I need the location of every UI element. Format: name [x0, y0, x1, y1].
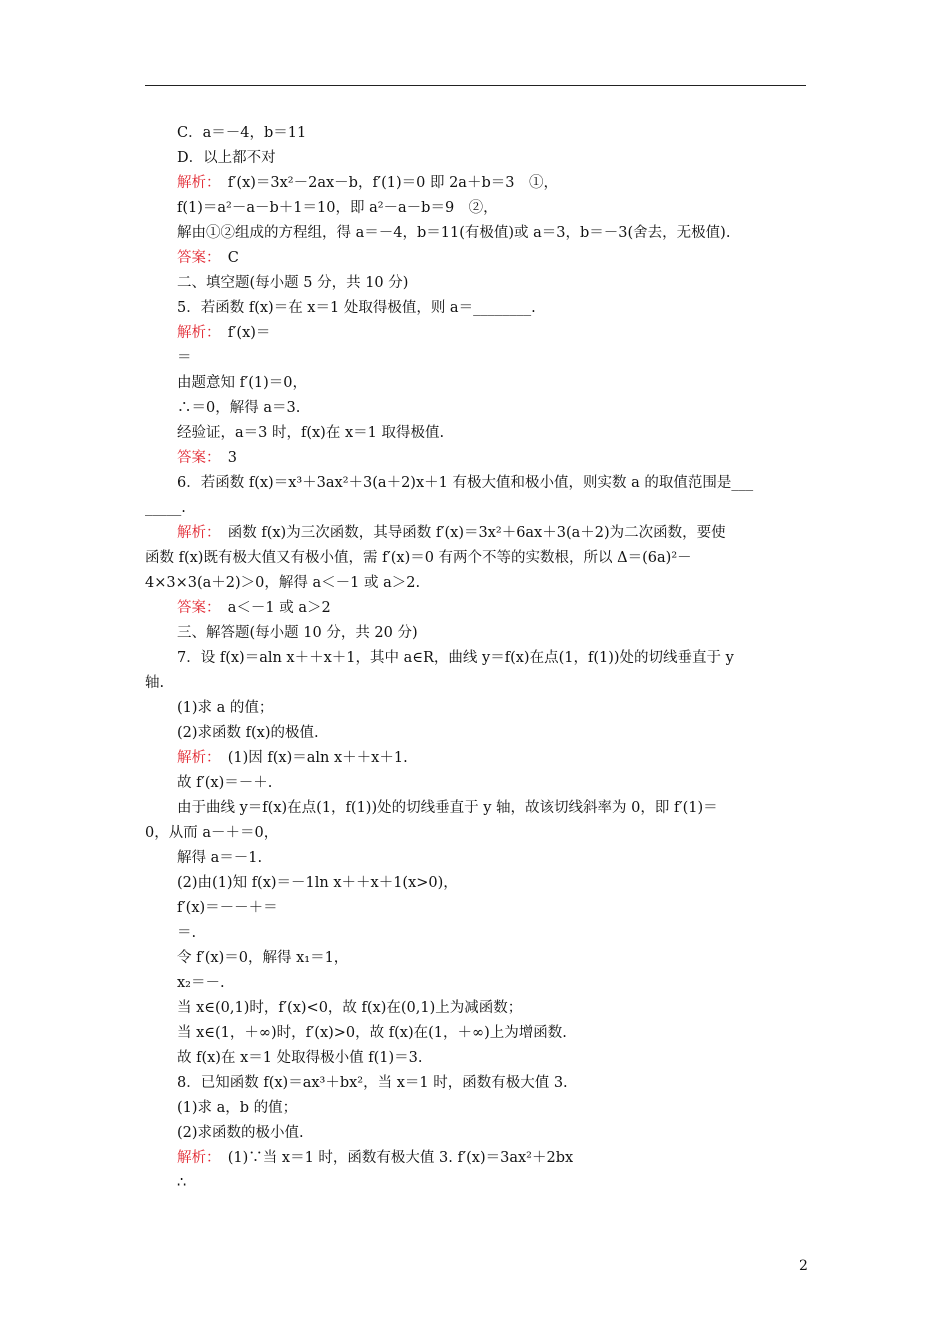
text-line: [177, 1048, 422, 1068]
line-text: 三、解答题(每小题 10 分，共 20 分): [177, 625, 418, 641]
text-line: [177, 448, 237, 468]
text-line: [177, 623, 418, 643]
line-text: 5．若函数 f(x)＝在 x＝1 处取得极值，则 a＝________.: [177, 300, 536, 316]
page-number: 2: [799, 1258, 808, 1274]
text-line: [177, 1098, 297, 1118]
text-line: [177, 248, 239, 268]
text-line: [145, 823, 278, 843]
text-line: [177, 123, 306, 143]
text-line: [177, 998, 522, 1018]
line-text: D．以上都不对: [177, 150, 276, 166]
line-text: _____.: [145, 500, 186, 516]
line-text: 3: [213, 450, 237, 466]
text-line: [177, 323, 270, 343]
label-red: 答案：: [177, 450, 214, 466]
label-red: 答案：: [177, 600, 214, 616]
text-line: [177, 173, 558, 193]
line-text: (1)因 f(x)＝aln x＋＋x＋1.: [213, 750, 408, 766]
text-line: [177, 873, 458, 893]
text-line: [145, 573, 420, 593]
line-text: (1)求 a 的值；: [177, 700, 274, 716]
text-line: [177, 348, 192, 368]
line-text: 4×3×3(a＋2)＞0，解得 a＜－1 或 a＞2.: [145, 575, 421, 591]
text-line: [177, 398, 300, 418]
label-red: 解析：: [177, 750, 214, 766]
header-rule: [145, 85, 806, 86]
line-text: 故 f(x)在 x＝1 处取得极小值 f(1)＝3.: [177, 1050, 423, 1066]
label-red: 答案：: [177, 250, 214, 266]
text-line: [177, 198, 498, 218]
line-text: C: [213, 250, 239, 266]
line-text: 故 f′(x)＝－＋.: [177, 775, 273, 791]
label-red: 解析：: [177, 525, 214, 541]
line-text: 经验证，a＝3 时，f(x)在 x＝1 取得极值.: [177, 425, 445, 441]
line-text: 令 f′(x)＝0，解得 x₁＝1，: [177, 950, 349, 966]
line-text: a＜－1 或 a＞2: [213, 600, 331, 616]
line-text: 当 x∈(0,1)时，f′(x)<0，故 f(x)在(0,1)上为减函数；: [177, 1000, 523, 1016]
text-line: [145, 673, 164, 693]
text-line: [177, 698, 273, 718]
text-line: [177, 773, 272, 793]
line-text: ＝.: [177, 925, 197, 941]
line-text: f′(x)＝: [213, 325, 271, 341]
text-line: [177, 798, 718, 818]
line-text: 二、填空题(每小题 5 分，共 10 分): [177, 275, 409, 291]
text-line: [177, 273, 408, 293]
line-text: f(1)＝a²－a－b＋1＝10，即 a²－a－b＝9 ②，: [177, 200, 498, 216]
text-line: [145, 548, 692, 568]
text-line: [177, 973, 225, 993]
line-text: ∴: [177, 1175, 187, 1191]
text-line: [177, 1173, 186, 1193]
text-line: [177, 523, 726, 543]
line-text: f′(x)＝－－＋＝: [177, 900, 278, 916]
line-text: (1)∵当 x＝1 时，函数有极大值 3. f′(x)＝3ax²＋2bx: [213, 1150, 574, 1166]
line-text: 解得 a＝－1.: [177, 850, 263, 866]
line-text: (1)求 a，b 的值；: [177, 1100, 298, 1116]
text-line: [177, 723, 319, 743]
line-text: (2)求函数 f(x)的极值.: [177, 725, 319, 741]
text-line: [177, 1073, 568, 1093]
line-text: 8．已知函数 f(x)＝ax³＋bx²，当 x＝1 时，函数有极大值 3.: [177, 1075, 568, 1091]
text-line: [177, 223, 730, 243]
line-text: 当 x∈(1，＋∞)时，f′(x)>0，故 f(x)在(1，＋∞)上为增函数.: [177, 1025, 567, 1041]
line-text: 由题意知 f′(1)＝0，: [177, 375, 308, 391]
line-text: ∴＝0，解得 a＝3.: [177, 400, 301, 416]
text-line: [177, 423, 444, 443]
line-text: (2)由(1)知 f(x)＝－1ln x＋＋x＋1(x>0)，: [177, 875, 458, 891]
text-line: [177, 473, 753, 493]
line-text: 由于曲线 y＝f(x)在点(1，f(1))处的切线垂直于 y 轴，故该切线斜率为 0，即 f′(1)＝: [177, 800, 718, 816]
line-text: f′(x)＝3x²－2ax－b，f′(1)＝0 即 2a＋b＝3 ①，: [213, 175, 558, 191]
text-line: [177, 748, 408, 768]
line-text: 轴.: [145, 675, 165, 691]
label-red: 解析：: [177, 175, 214, 191]
text-line: [145, 498, 186, 518]
line-text: 0，从而 a－＋＝0，: [145, 825, 279, 841]
text-line: [177, 848, 262, 868]
text-line: [177, 148, 276, 168]
text-line: [177, 1148, 573, 1168]
line-text: (2)求函数的极小值.: [177, 1125, 304, 1141]
label-red: 解析：: [177, 325, 214, 341]
text-line: [177, 923, 196, 943]
label-red: 解析：: [177, 1150, 214, 1166]
line-text: 6．若函数 f(x)＝x³＋3ax²＋3(a＋2)x＋1 有极大值和极小值，则实数 a 的取值范围是___: [177, 475, 754, 491]
text-line: [177, 648, 734, 668]
text-line: [177, 1123, 304, 1143]
line-text: ＝: [177, 350, 192, 366]
text-line: [177, 1023, 567, 1043]
line-text: C．a＝－4，b＝11: [177, 125, 307, 141]
line-text: 7．设 f(x)＝aln x＋＋x＋1，其中 a∈R，曲线 y＝f(x)在点(1，f(1))处的切线垂直于 y: [177, 650, 734, 666]
text-line: [177, 373, 307, 393]
line-text: 函数 f(x)既有极大值又有极小值，需 f′(x)＝0 有两个不等的实数根，所以 Δ＝(6a)²－: [145, 550, 692, 566]
text-line: [177, 948, 348, 968]
text-line: [177, 898, 278, 918]
line-text: 函数 f(x)为三次函数，其导函数 f′(x)＝3x²＋6ax＋3(a＋2)为二次函数，要使: [213, 525, 726, 541]
text-line: [177, 298, 536, 318]
line-text: 解由①②组成的方程组，得 a＝－4，b＝11(有极值)或 a＝3，b＝－3(舍去，无极值).: [177, 225, 731, 241]
text-line: [177, 598, 331, 618]
line-text: x₂＝－.: [177, 975, 225, 991]
